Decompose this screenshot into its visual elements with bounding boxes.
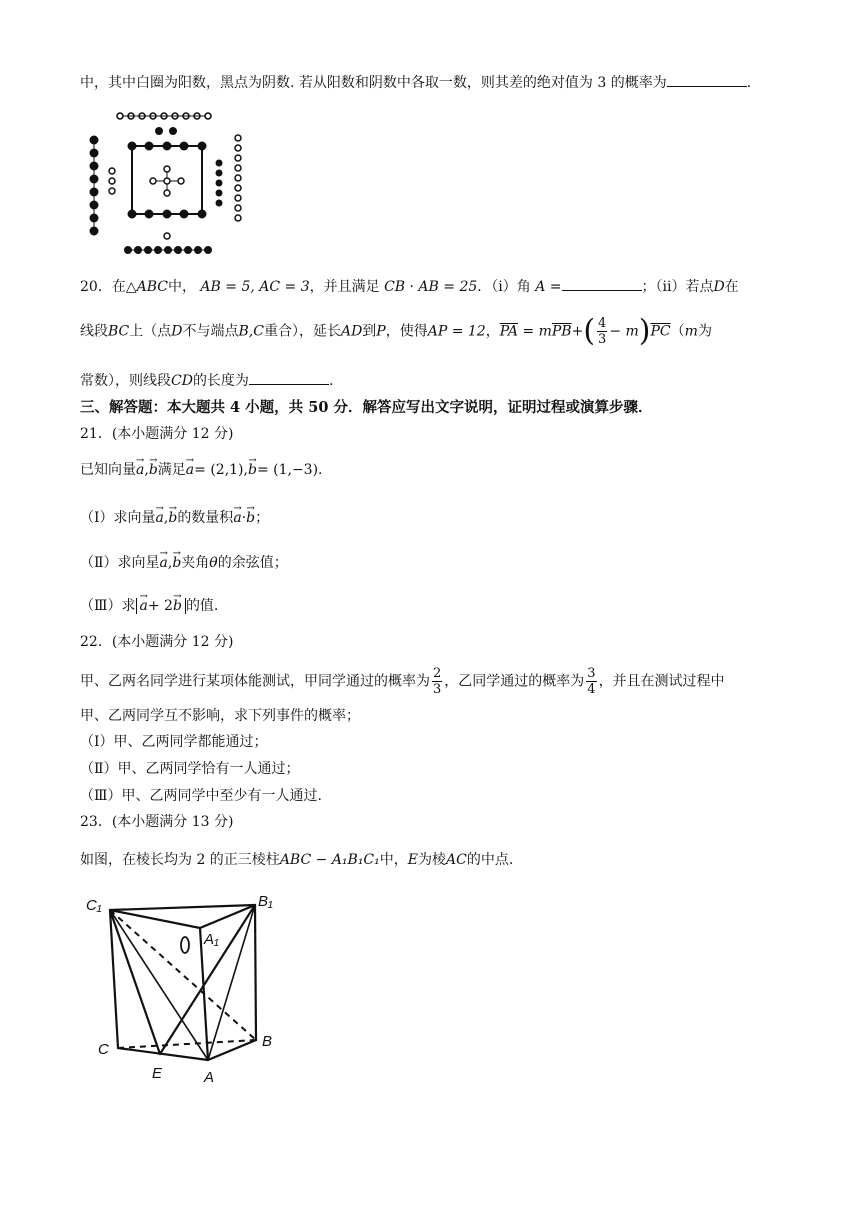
hetu-left-white-col [109,168,115,194]
q22-fraction-1: $\frac{2}{3}$ [433,666,442,697]
q22-part-3: （Ⅲ）甲、乙两同学中至少有一人通过. [80,788,322,804]
hetu-figure [80,108,250,258]
prism-figure [80,890,300,1090]
section-3-heading: 三、解答题：本大题共 4 小题，共 50 分．解答应写出文字说明，证明过程或演算步骤． [80,399,653,416]
label-A1: A₁ [204,931,219,948]
q21-part-3: （Ⅲ）求 → a+ 2→ b 的值. [80,596,218,616]
label-B: B [262,1033,273,1050]
hetu-right-white-col [235,135,241,221]
q23-line-1: 如图，在棱长均为 2 的正三棱柱ABC − A₁B₁C₁中，E为棱AC的中点. [80,852,514,868]
q22-part-1: （Ⅰ）甲、乙两同学都能通过； [80,734,268,750]
answer-blank[interactable] [667,72,747,87]
q22-part-2: （Ⅱ）甲、乙两同学恰有一人通过； [80,761,300,777]
q20-blank-cd[interactable] [249,370,329,385]
hetu-center-cross [150,166,184,196]
q19-tail-line: 中，其中白圈为阳数，黑点为阴数. 若从阳数和阴数中各取一数，则其差的绝对值为 3 的概率为 . [80,72,751,93]
q22-fraction-2: $\frac{3}{4}$ [587,666,596,697]
q21-header: 21．(本小题满分 12 分) [80,426,234,442]
q22-header: 22．(本小题满分 12 分) [80,634,234,650]
q22-line-2: 甲、乙两同学互不影响，求下列事件的概率； [80,708,360,724]
label-A: A [204,1069,215,1086]
label-B1: B₁ [258,893,273,910]
q21-intro: 已知向量→ a,→ b满足→ a= (2,1),→ b= (1,−3). [80,460,323,480]
q20-line-3: 常数），则线段CD的长度为 . [80,370,333,391]
hetu-right-black-col [216,160,223,207]
q23-header: 23．(本小题满分 13 分) [80,814,234,830]
label-E: E [152,1065,163,1082]
label-C: C [98,1041,109,1058]
hetu-bottom-black-row [125,247,212,254]
q20-blank-angle[interactable] [562,276,642,291]
abs-expression: → a+ 2→ b [136,598,186,614]
q19-text: 中，其中白圈为阳数，黑点为阴数. 若从阳数和阴数中各取一数，则其差的绝对值为 3 的概率为 [80,75,667,91]
q21-part-1: （Ⅰ）求向量→ a,→ b的数量积→ a·→ b； [80,508,269,528]
q20-line-2: 线段BC上（点D不与端点B,C重合），延长AD到P，使得AP = 12，$\overline{PA} = m\overline{PB}+$( $\frac{4}{3}$ − $m)\overline{PC}(m$为 [80,313,712,349]
q21-part-2: （Ⅱ）求向星→ a,→ b夹角θ的余弦值； [80,553,288,573]
q20-fraction: $\frac{4}{3}$ [598,316,607,347]
label-C1: C₁ [86,897,102,914]
hetu-top-white-row [117,113,211,119]
q20-line-1: 20．在△ABC中， AB = 5, AC = 3，并且满足 CB · AB = 25．（ⅰ）角 A = ；（ⅱ）若点D在 [80,276,739,297]
q22-line-1: 甲、乙两名同学进行某项体能测试，甲同学通过的概率为 $\frac{2}{3}$ ，乙同学通过的概率为 $\frac{3}{4}$ ，并且在测试过程中 [80,666,725,697]
hetu-bottom-white [164,233,170,239]
hetu-left-black-col [90,136,98,235]
hetu-top-black-pair [155,127,177,135]
